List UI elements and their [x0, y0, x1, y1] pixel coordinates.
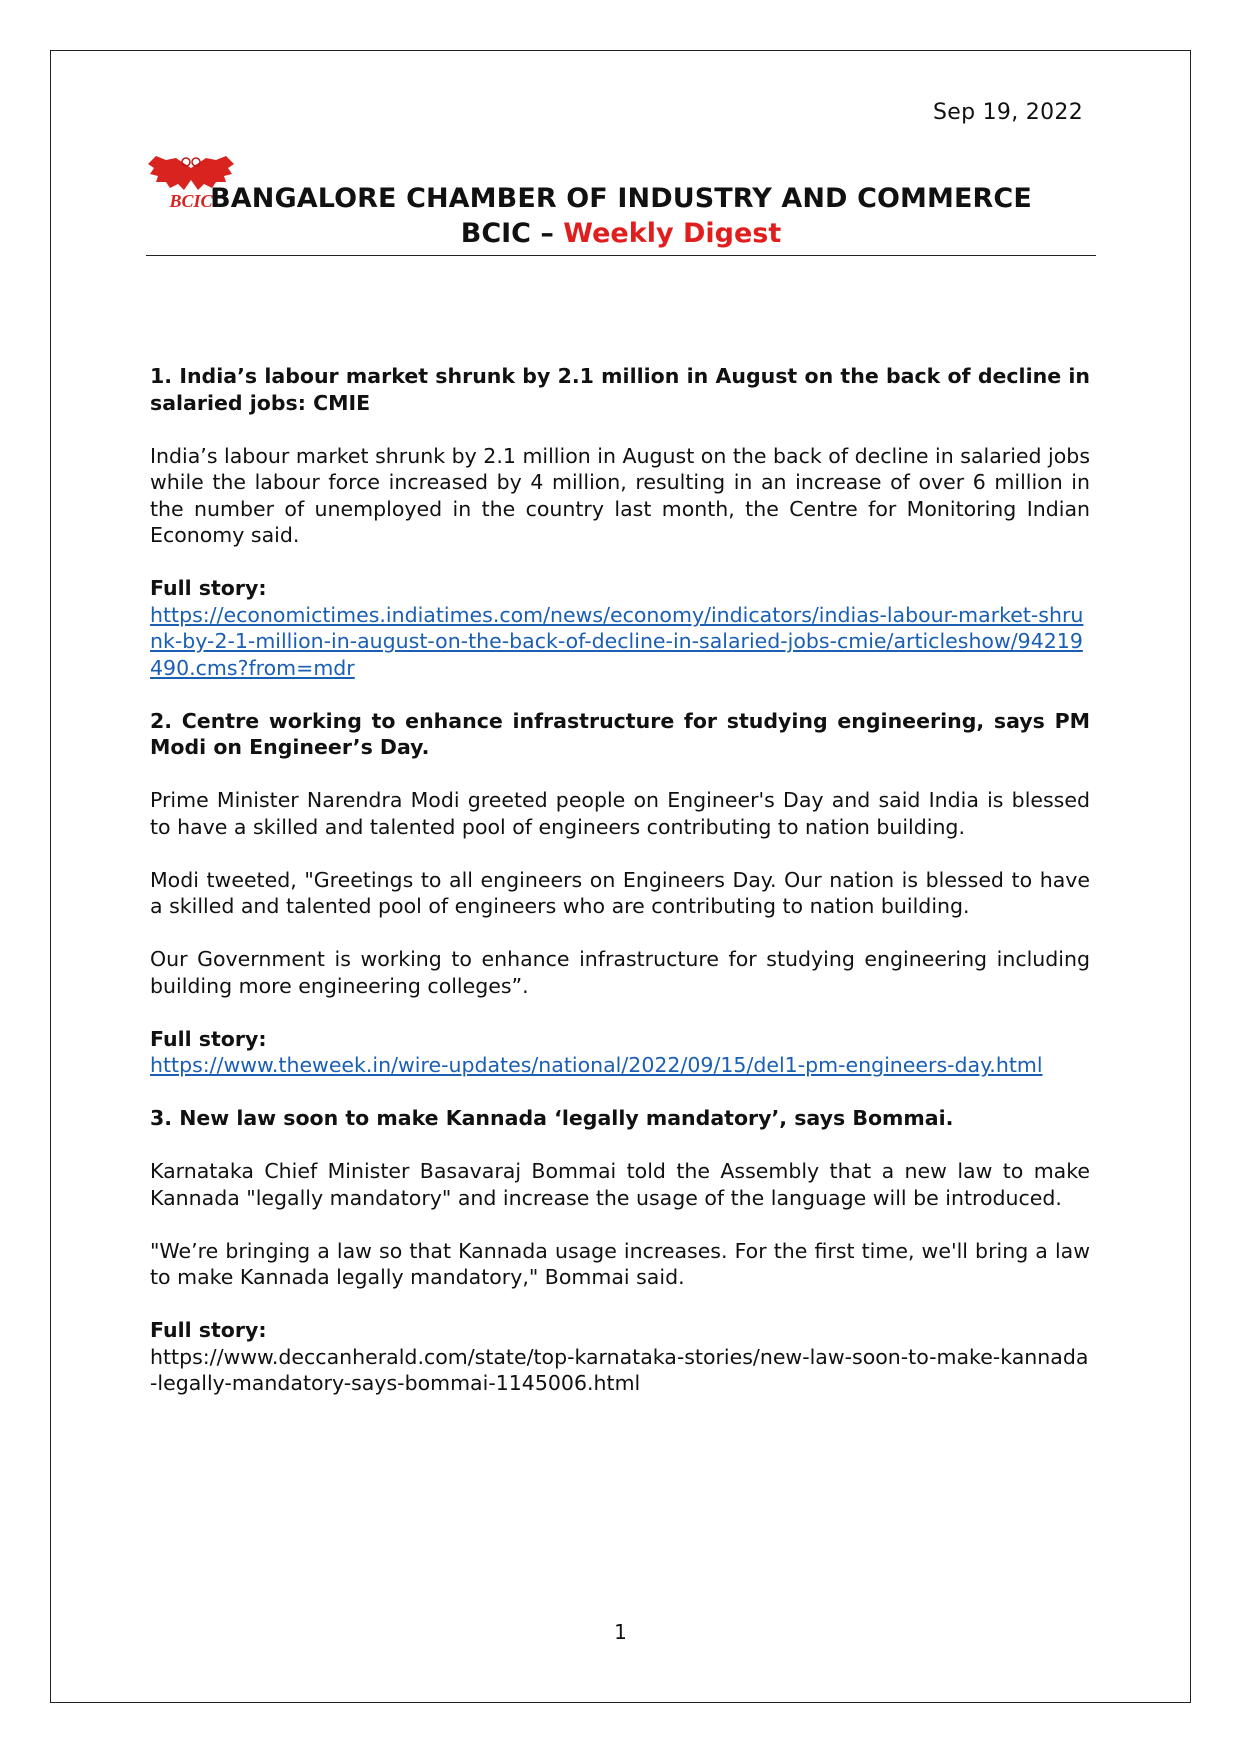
article-title: 1. India’s labour market shrunk by 2.1 million in August on the back of decline in salaried jobs: CMIE	[150, 364, 1090, 415]
article-url-text: https://www.deccanherald.com/state/top-karnataka-stories/new-law-soon-to-make-kannada-legally-mandatory-says-bommai-1145006.html	[150, 1344, 1089, 1395]
logo-text: BCIC	[169, 191, 213, 210]
article-link[interactable]: https://economictimes.indiatimes.com/news/economy/indicators/indias-labour-market-shrunk-by-2-1-million-in-august-on-the-back-of-decline-in-salaried-jobs-cmie/articleshow/94219490.cms?from=mdr	[150, 602, 1084, 680]
full-story-label: Full story:	[150, 1026, 267, 1051]
page-number: 1	[614, 1620, 627, 1644]
digest-title-highlight: Weekly Digest	[563, 218, 782, 249]
full-story-label: Full story:	[150, 576, 267, 600]
article-paragraph: Modi tweeted, "Greetings to all engineers on Engineers Day. Our nation is blessed to have a skilled and talented pool of engineers who are contributing to nation building.	[150, 867, 1090, 918]
article-paragraph: Karnataka Chief Minister Basavaraj Bommai told the Assembly that a new law to make Kannada "legally mandatory" and increase the usage of the language will be introduced.	[150, 1159, 1090, 1210]
organization-title: BANGALORE CHAMBER OF INDUSTRY AND COMMERCE	[210, 183, 1032, 214]
digest-title-prefix: BCIC –	[460, 218, 564, 249]
digest-body	[150, 363, 1090, 1397]
document-date: Sep 19, 2022	[932, 100, 1083, 125]
article-paragraph: Our Government is working to enhance infrastructure for studying engineering including building more engineering colleges”.	[150, 947, 1090, 998]
article-link[interactable]: https://www.theweek.in/wire-updates/national/2022/09/15/del1-pm-engineers-day.html	[150, 1053, 1043, 1077]
article-paragraph: "We’re bringing a law so that Kannada usage increases. For the first time, we'll bring a law to make Kannada legally mandatory," Bommai said.	[150, 1238, 1090, 1289]
article-title: 3. New law soon to make Kannada ‘legally mandatory’, says Bommai.	[150, 1106, 954, 1130]
article-title: 2. Centre working to enhance infrastructure for studying engineering, says PM Modi on Engineer’s Day.	[150, 708, 1090, 759]
digest-title	[146, 218, 1096, 249]
article-paragraph: India’s labour market shrunk by 2.1 million in August on the back of decline in salaried jobs while the labour force increased by 4 million, resulting in an increase of over 6 million in the number of unemployed in the country last month, the Centre for Monitoring Indian Economy said.	[150, 443, 1090, 547]
header-divider	[146, 255, 1096, 256]
article-paragraph: Prime Minister Narendra Modi greeted people on Engineer's Day and said India is blessed to have a skilled and talented pool of engineers contributing to nation building.	[150, 788, 1090, 839]
full-story-label: Full story:	[150, 1318, 267, 1342]
